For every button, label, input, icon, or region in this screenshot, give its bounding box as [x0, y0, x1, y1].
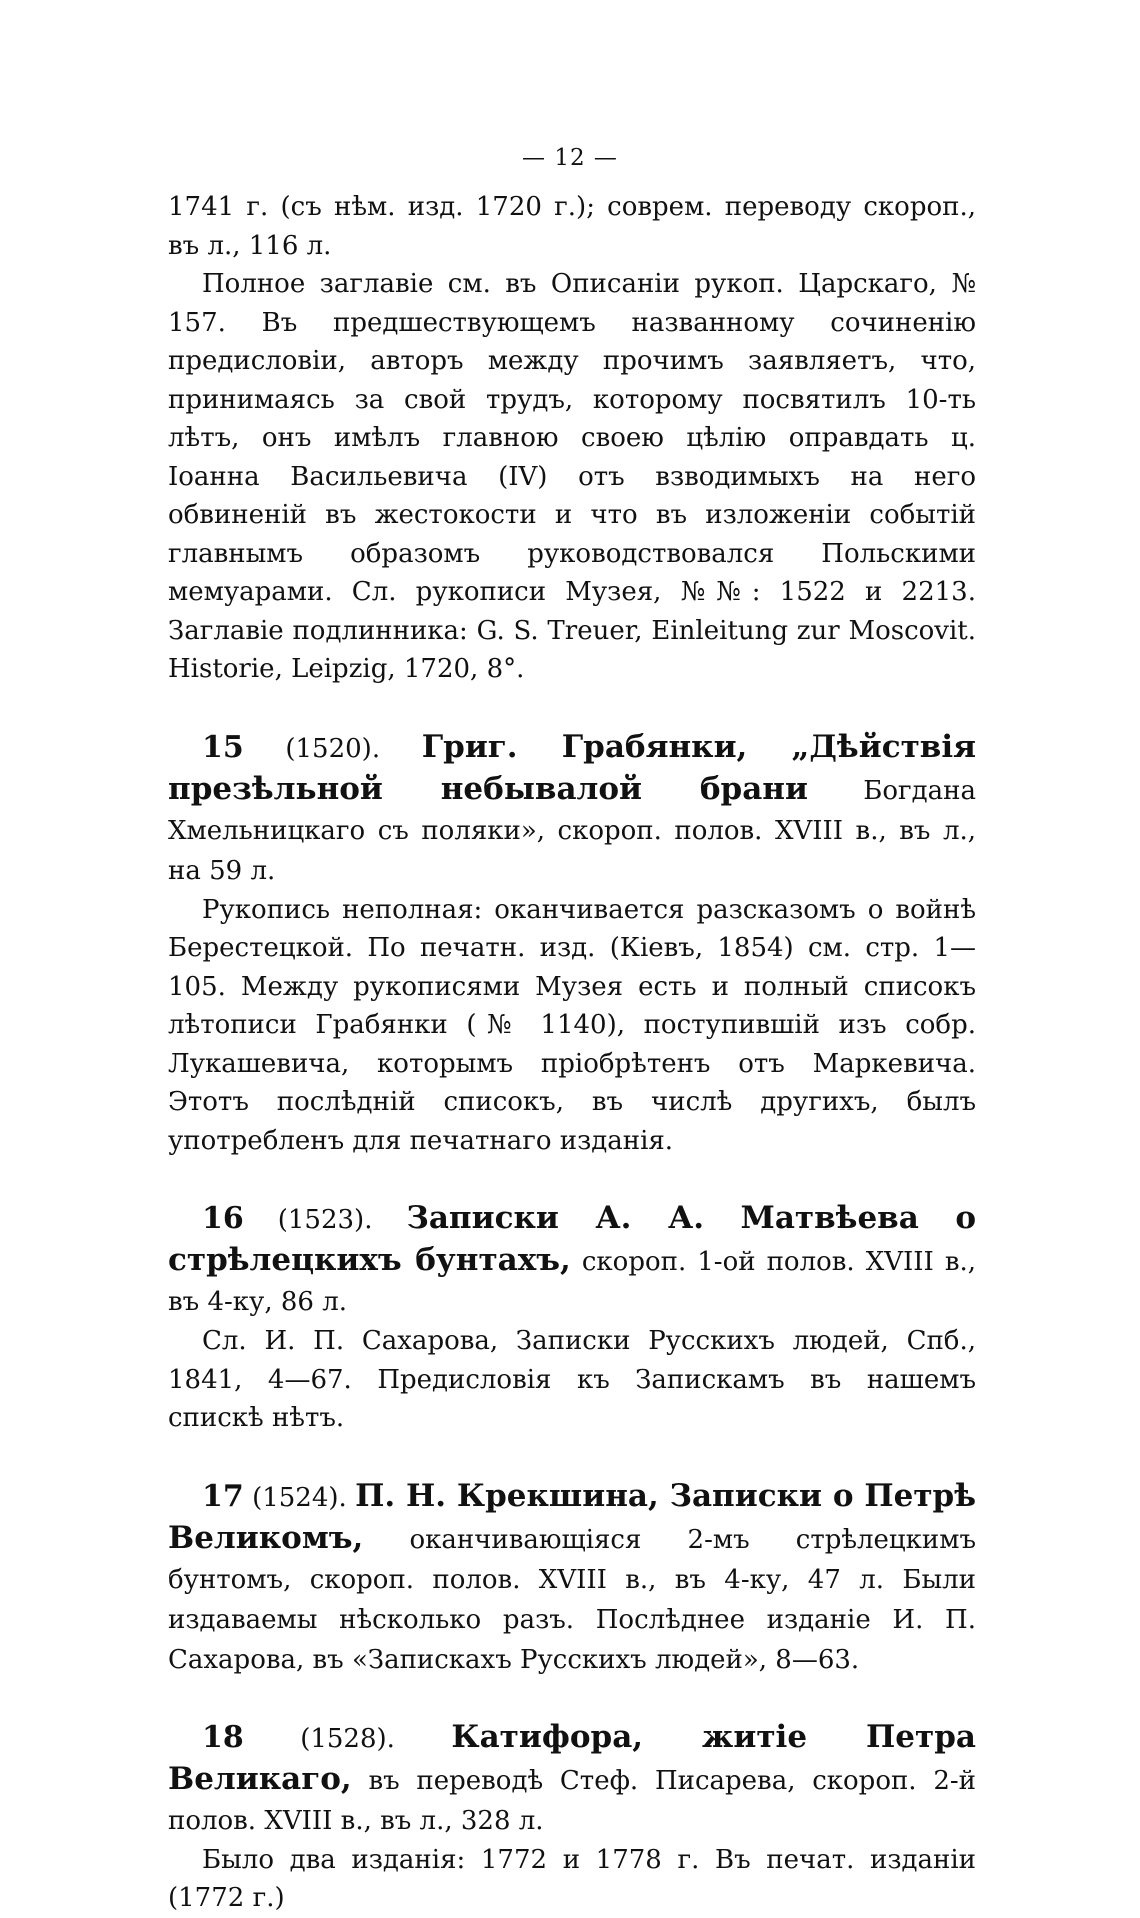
entry-description: скороп. 1-ой полов. XVIII в., въ 4-ку, 86 л.: [168, 1247, 976, 1317]
catalog-entry: [168, 1717, 976, 1918]
entry-heading: [168, 727, 976, 891]
entry-heading: [168, 1717, 976, 1841]
entry-description: Богдана Хмельницкаго съ поляки», скороп. полов. XVIII в., въ л., на 59 л.: [168, 775, 976, 886]
entry-heading: [168, 1198, 976, 1322]
spacer: [168, 1680, 976, 1717]
entry-catalog-number: (1523).: [277, 1205, 373, 1235]
entry-title: Катифора, житіе Петра Великаго,: [168, 1718, 976, 1797]
entry-number: 15: [202, 729, 244, 765]
entry-title: П. Н. Крекшина, Записки о Петрѣ Великомъ,: [168, 1477, 977, 1556]
catalog-entry: [168, 1476, 976, 1680]
entry-catalog-number: (1520).: [285, 733, 381, 764]
spacer: [168, 689, 976, 727]
entry-number: 17: [202, 1478, 244, 1514]
page-number: — 12 —: [522, 145, 618, 171]
entry-title: Григ. Грабянки, „Дѣйствія презѣльной небывалой брани: [168, 728, 976, 807]
spacer: [168, 1160, 976, 1198]
entry-description: въ переводѣ Стеф. Писарева, скороп. 2-й полов. XVIII в., въ л., 328 л.: [168, 1765, 976, 1836]
entry-description: оканчивающіяся 2-мъ стрѣлецкимъ бунтомъ, скороп. полов. XVIII в., въ 4-ку, 47 л. Были издаваемы нѣсколько разъ. Послѣднее изданіе И. П. Сахарова, въ «Запискахъ Русскихъ людей», 8—63.: [168, 1524, 976, 1675]
entry-number: 16: [202, 1201, 244, 1236]
continuation-lead: 1741 г. (съ нѣм. изд. 1720 г.); соврем. переводу скороп., въ л., 116 л.: [168, 192, 976, 261]
entry-heading: [168, 1476, 976, 1680]
page-body: [168, 188, 976, 1918]
catalog-entry: [168, 727, 976, 1161]
entry-note: Было два изданія: 1772 и 1778 г. Въ печат. изданіи (1772 г.): [168, 1844, 976, 1913]
entry-number: 18: [202, 1719, 244, 1755]
continuation-note: Полное заглавіе см. въ Описаніи рукоп. Царскаго, № 157. Въ предшествующемъ названному сочиненію предисловіи, авторъ между прочимъ заявляетъ, что, принимаясь за свой трудъ, которому посвятилъ 10-ть лѣтъ, онъ имѣлъ главною своею цѣлію оправдать ц. Іоанна Васильевича (IV) отъ взводимыхъ на него обвиненій въ жестокости и что въ изложеніи событій главнымъ образомъ руководствовался Польскими мемуарами. Сл. рукописи Музея, №№: 1522 и 2213. Заглавіе подлинника: G. S. Treuer, Einleitung zur Moscovit. Historie, Leipzig, 1720, 8°.: [168, 269, 976, 684]
entry-catalog-number: (1528).: [300, 1723, 395, 1754]
entry-note: Рукопись неполная: оканчивается разсказомъ о войнѣ Берестецкой. По печатн. изд. (Кіевъ, 1854) см. стр. 1—105. Между рукописями Музея есть и полный списокъ лѣтописи Грабянки (№ 1140), поступившій изъ собр. Лукашевича, которымъ пріобрѣтенъ отъ Маркевича. Этотъ послѣдній списокъ, въ числѣ другихъ, былъ употребленъ для печатнаго изданія.: [168, 894, 976, 1156]
spacer: [168, 1438, 976, 1476]
entry-title: Записки А. А. Матвѣева о стрѣлецкихъ бунтахъ,: [168, 1200, 977, 1278]
entry-note: Сл. И. П. Сахарова, Записки Русскихъ людей, Спб., 1841, 4—67. Предисловія къ Запискамъ въ нашемъ спискѣ нѣтъ.: [168, 1326, 976, 1433]
catalog-entry: [168, 1198, 976, 1438]
entry-catalog-number: (1524).: [252, 1482, 347, 1513]
